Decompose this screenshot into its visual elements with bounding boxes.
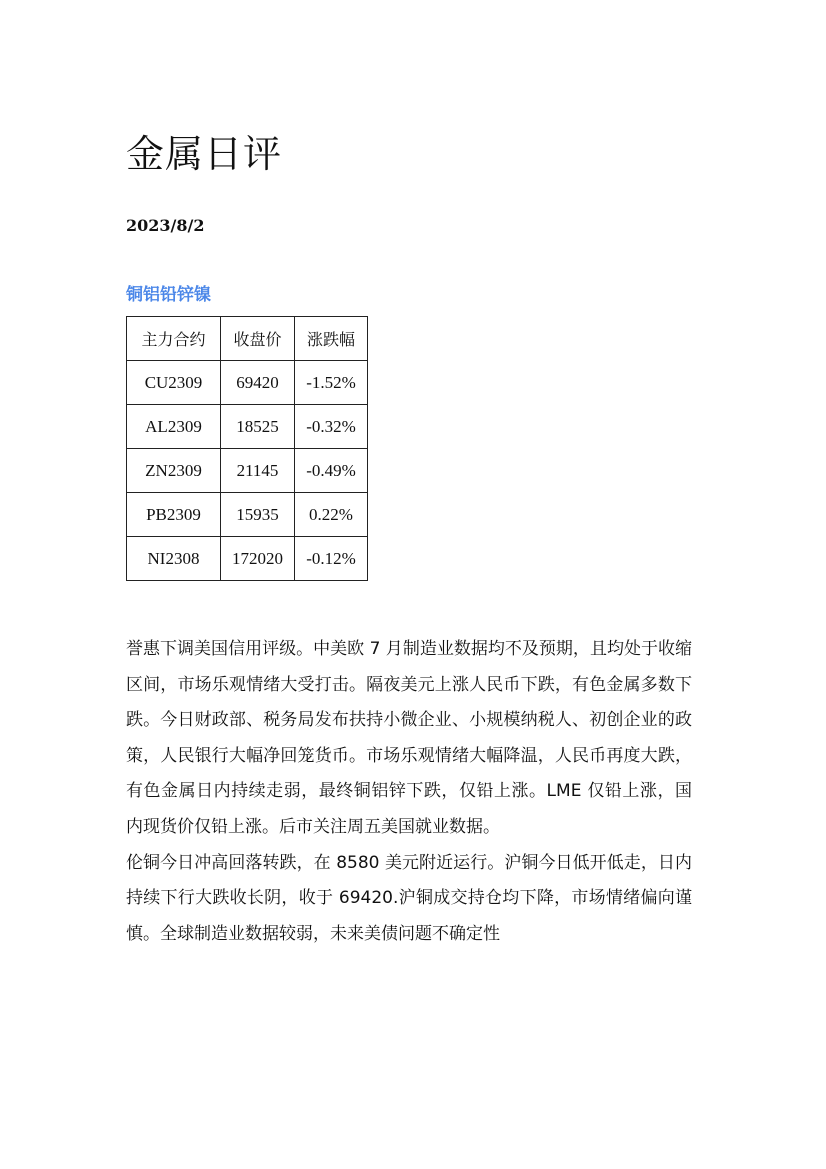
cell-change: -0.32% [295, 405, 368, 449]
cell-close: 69420 [221, 361, 295, 405]
header-contract: 主力合约 [127, 317, 221, 361]
header-close: 收盘价 [221, 317, 295, 361]
cell-change: -0.12% [295, 537, 368, 581]
cell-contract: AL2309 [127, 405, 221, 449]
cell-contract: PB2309 [127, 493, 221, 537]
commentary-body [126, 632, 692, 952]
cell-contract: CU2309 [127, 361, 221, 405]
cell-close: 172020 [221, 537, 295, 581]
table-row [127, 537, 368, 581]
table-row [127, 449, 368, 493]
cell-change: 0.22% [295, 493, 368, 537]
table-row [127, 493, 368, 537]
cell-change: -0.49% [295, 449, 368, 493]
cell-close: 15935 [221, 493, 295, 537]
table-row [127, 361, 368, 405]
cell-contract: NI2308 [127, 537, 221, 581]
report-date: 2023/8/2 [126, 216, 205, 235]
commentary-paragraph: 伦铜今日冲高回落转跌，在 8580 美元附近运行。沪铜今日低开低走，日内持续下行大跌收长阴，收于 69420.沪铜成交持仓均下降，市场情绪偏向谨慎。全球制造业数据较弱，未来美债问题不确定性 [126, 852, 692, 944]
cell-change: -1.52% [295, 361, 368, 405]
page-title: 金属日评 [126, 132, 283, 176]
cell-close: 18525 [221, 405, 295, 449]
table-header-row [127, 317, 368, 361]
section-title: 铜铝铅锌镍 [126, 285, 211, 305]
cell-close: 21145 [221, 449, 295, 493]
commentary-paragraph: 誉惠下调美国信用评级。中美欧 7 月制造业数据均不及预期，且均处于收缩区间，市场乐观情绪大受打击。隔夜美元上涨人民币下跌，有色金属多数下跌。今日财政部、税务局发布扶持小微企业、小规模纳税人、初创企业的政策，人民银行大幅净回笼货币。市场乐观情绪大幅降温，人民币再度大跌，有色金属日内持续走弱，最终铜铝锌下跌，仅铅上涨。LME 仅铅上涨，国内现货价仅铅上涨。后市关注周五美国就业数据。 [126, 639, 692, 837]
header-change: 涨跌幅 [295, 317, 368, 361]
cell-contract: ZN2309 [127, 449, 221, 493]
price-table [126, 316, 368, 581]
table-row [127, 405, 368, 449]
